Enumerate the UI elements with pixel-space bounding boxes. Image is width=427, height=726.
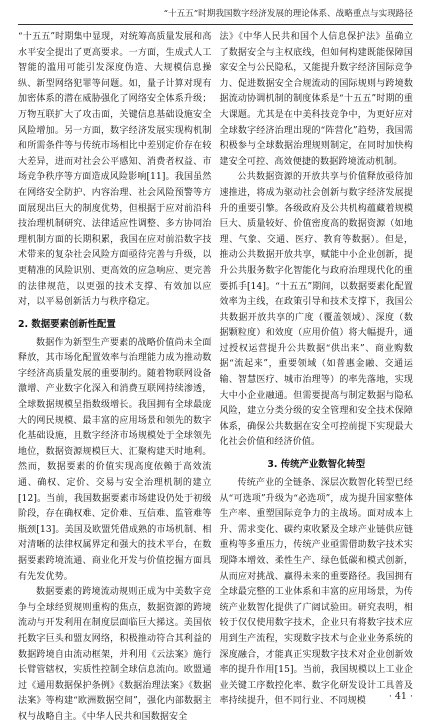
paragraph: “十五五”时期集中显现，对统筹高质量发展和高水平安全提出了更高要求。一方面，生成式人工智能的滥用可能引发深度伪造、大规模信息操纵、新型网络犯罪等问题。如，量子计算对现有加密体系的潜在威胁强化了网络安全体系升级；万物互联扩大了攻击面，关键信息基础设施安全风险增加。另一方面，数字经济发展实现构机制和所需条件等与传统市场相比中差别定价存在较大差异，进而对社会公平感知、消费者权益、市场竞争秩序等方面造成风险影响[11]。我国虽然在网络安全防护、内容治理、社会风险预警等方面展现出巨大的制度优势，但根据于应对前沿科技治理机制研究、法律适应性调整、多方协同治理机制方面的长期积累，我国在应对前沿数字技术带来的复杂社会风险方面亟待完善与升级，以更精准的风险识别、更高效的应急响应、更完善的法律规范，以更强的技术支撑、有效加以应对，以平易创新活力与秩序稳定。 (18, 32, 212, 308)
header-rule (18, 24, 413, 25)
section-heading: 3. 传统产业数智化转型 (267, 459, 366, 471)
paragraph: 传统产业的全链条、深层次数智化转型已经从“可选项”升级为“必选项”，成为提升国家整体生产率、重塑国际竞争力的主战场。面对成本上升、需求变化、碳约束收紧及全球产业链供应链重构等多重压力，传统产业亟需借助数字技术实现降本增效、柔性生产、绿色低碳和模式创新，从而应对挑战、赢得未来的重要路径。我国拥有全球最完整的工业体系和丰富的应用场景，为传统产业数智化提供了广阔试验田。研究表明，相较于仅仅使用数字技术，企业只有将数字技术应用到生产流程，实现数字技术与企业业务系统的深度融合，才能真正实现数字技术对企业创新效率的提升作用[15]。当前，我国规模以上工业企业关键工序数控化率、数字化研发设计工具普及率持续提升，但不同行业、不同规模 (219, 478, 413, 707)
page-number: · 41 · (388, 691, 413, 702)
paragraph: 数据作为新型生产要素的战略价值尚未全面释放，其市场化配置效率与治理能力成为推动数字经济高质量发展的重要制约。随着物联网设备激增、产业数字化深入和消费互联网持续渗透，全球数据规模呈指数级增长。我国拥有全球最庞大的网民规模、最丰富的应用场景和领先的数字化基础设施，且数字经济市场规模处于全球领先地位，数据资源规模巨大、汇聚构建天时地利。然而，数据要素的价值实现高度依赖于高效流通、确权、定价、交易与安全治理机制的建立[12]。当前，我国数据要素市场建设仍处于初级阶段，存在确权难、定价难、互信难、监管难等瓶颈[13]。美国及欧盟凭借成熟的市场机制、相对清晰的法律权属界定和强大的技术平台，在数据要素跨境流通、商业化开发与价值挖掘方面具有先发优势。 (18, 337, 212, 582)
paragraph: 数据要素的跨境流动规则正成为中美数字竞争与全球经贸规则重构的焦点，数据资源的跨境流动与开发利用在制度层面临巨大挮这。美国依托数字巨头和盟友网络，积极推动符合其利益的数据跨境自由流动框架，并利用《云法案》施行长臂管辖权，实质性控制全球信息流向。欧盟通过《通用数据保护条例》《数据治理法案》《数据法案》等构建“欧洲数据空间”，强化内部数据主权与战略自主。《中华人民共和国数据安全 (18, 587, 212, 722)
left-column (18, 30, 212, 722)
paragraph: 公共数据资源的开放共享与价值释放亟待加速推进，将成为驱动社会创新与数字经济发展提升的重要引擎。各级政府及公共机构蕴藏着规模巨大、质量较好、价值密度高的数据资源（如地理、气象、交通、医疗、教育等数据）。但是，推动公共数据开放共享，赋能中小企业创新，提升公共服务数字化智能化与政府治理现代化的重要抓手[14]。“十五五”期间，以数据要素化配置效率为主线，在政策引导和技术支撑下，我国公共数据开放共享的广度（覆盖领域）、深度（数据颗粒度）和效度（应用价值）将大幅提升，通过授权运营提升公共数据“供出来”、商业购数据“流起来”，重要领域（如普惠金融、交通运输、智慧医疗、城市治理等）的率先落地，实现大中小企业融通。但需要提高与制定数据与隐私风险，建立分类分级的安全管理和安全技术保障体系，确保公共数据在安全可控前提下实现最大化社会价值和经济价值。 (219, 172, 413, 448)
paragraph: 法》《中华人民共和国个人信息保护法》虽确立了数据安全与主权底线，但如何构建既能保障国家安全与公民隐私，又能提升数字经济国际竞争力、促进数据安全合规流动的国际规则与跨境数据流动协调机制的制度体系是“十五五”时期的重大课题。尤其是在中美科技竞争中，为更好应对全球数字经济治理出现的“阵营化”趋势，我国需积极参与全球数据治理规则制定，在同时加快构建安全可控、高效便捷的数据跨境流动机制。 (219, 32, 413, 167)
running-header: “十五五”时期我国数字经济发展的理论体系、战略重点与实现路径 (163, 9, 413, 19)
section-heading: 2. 数据要素创新性配置 (18, 318, 116, 330)
